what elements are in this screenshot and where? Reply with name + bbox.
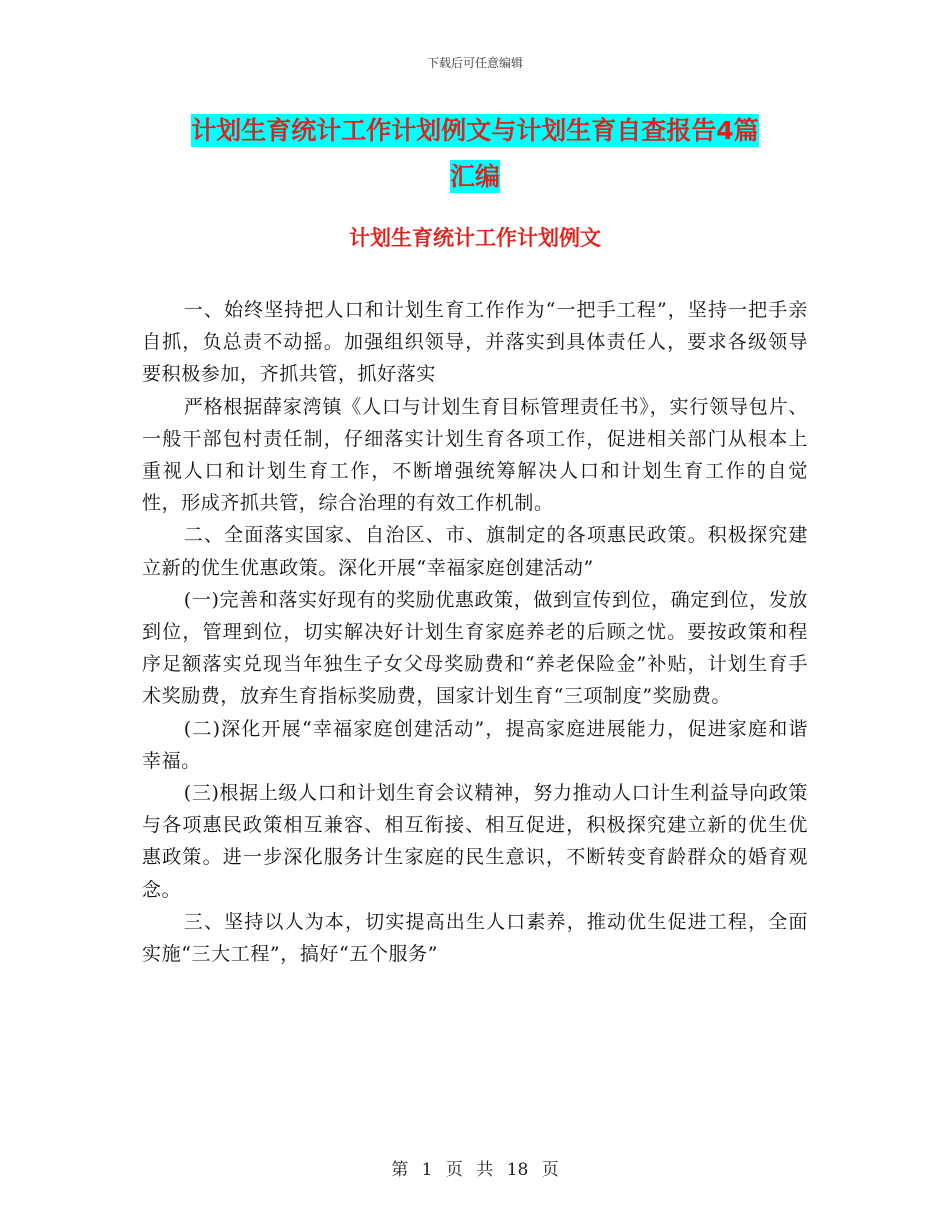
title-line-1: 计划生育统计工作计划例文与计划生育自查报告4篇 — [191, 116, 759, 145]
paragraph: 一、始终坚持把人口和计划生育工作作为“一把手工程”，坚持一把手亲自抓，负总责不动摇。加强组织领导，并落实到具体责任人，要求各级领导要积极参加，齐抓共管，抓好落实 — [142, 299, 808, 386]
paragraph: 三、坚持以人为本，切实提高出生人口素养，推动优生促进工程，全面实施“三大工程”，搞好“五个服务” — [142, 910, 808, 966]
paragraph: (二)深化开展“幸福家庭创建活动”，提高家庭进展能力，促进家庭和谐幸福。 — [142, 717, 808, 772]
header-note: 下载后可任意编辑 — [426, 56, 523, 70]
paragraph: 二、全面落实国家、自治区、市、旗制定的各项惠民政策。积极探究建立新的优生优惠政策。深化开展“幸福家庭创建活动” — [142, 524, 808, 579]
document-body — [142, 294, 808, 970]
paragraph: (一)完善和落实好现有的奖励优惠政策，做到宣传到位，确定到位，发放到位，管理到位，切实解决好计划生育家庭养老的后顾之忧。要按政策和程序足额落实兑现当年独生子女父母奖励费和“养老保险金”补贴，计划生育手术奖励费，放弃生育指标奖励费，国家计划生育“三项制度”奖励费。 — [142, 588, 808, 708]
section-title: 计划生育统计工作计划例文 — [349, 226, 601, 250]
page-number: 第 1 页 共 18 页 — [391, 1160, 559, 1180]
paragraph: 严格根据薛家湾镇《人口与计划生育目标管理责任书》，实行领导包片、一般干部包村责任制，仔细落实计划生育各项工作，促进相关部门从根本上重视人口和计划生育工作，不断增强统筹解决人口和计划生育工作的自觉性，形成齐抓共管，综合治理的有效工作机制。 — [142, 395, 808, 515]
document-title — [0, 108, 950, 200]
paragraph: (三)根据上级人口和计划生育会议精神，努力推动人口计生利益导向政策与各项惠民政策相互兼容、相互衔接、相互促进，积极探究建立新的优生优惠政策。进一步深化服务计生家庭的民生意识，不断转变育龄群众的婚育观念。 — [142, 782, 808, 901]
title-line-2: 汇编 — [449, 162, 500, 191]
